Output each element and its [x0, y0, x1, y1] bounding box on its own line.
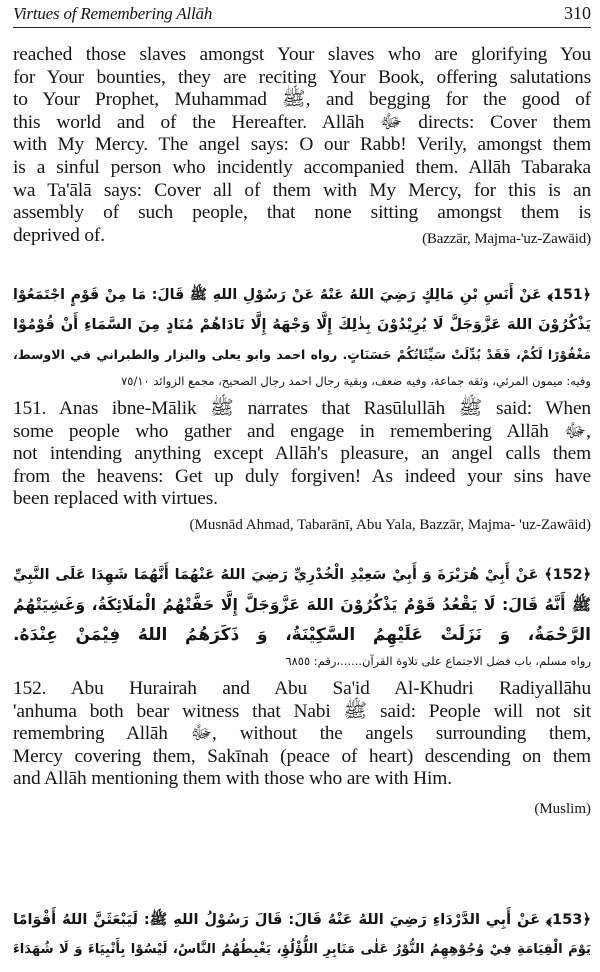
- text-line: remembring Allāh ﷻ, without the angels surrounding them,: [13, 723, 591, 745]
- hadith-151-arabic: [13, 280, 591, 370]
- text-line: some people who gather and engage in remembering Allāh ﷻ,: [13, 420, 591, 442]
- hadith-152-reference: (Muslim): [534, 801, 591, 817]
- text-line: with My Mercy. The angel says: O our Rabb! Verily, amongst them: [13, 134, 591, 156]
- arabic-line: يَوْمَ الْقِيَامَةِ فِيْ وُجُوْهِهِمُ النُّوْرُ عَلٰى مَنَابِرِ اللُّؤْلُؤِ، يَغْبِطُهُمُ النَّاسُ، لَيْسُوْا بِأَنْبِيَاءَ وَ لَا شُهَدَاءَ: [13, 942, 591, 957]
- text-line: from the heavens: Get up duly forgiven! As indeed your sins have: [13, 465, 591, 487]
- hadith-152-translation: [13, 678, 591, 791]
- arabic-line: ﴿152﴾ عَنْ أَبِيْ هُرَيْرَةَ وَ أَبِيْ سَعِيْدِ الْخُدْرِيِّ رَضِيَ اللهُ عَنْهُمَا أَنَّهُمَا شَهِدَا عَلَى النَّبِيِّ: [13, 567, 591, 583]
- text-line: 'anhuma both bear witness that Nabi ﷺ said: People will not sit: [13, 700, 591, 722]
- text-line: not intending anything except Allāh's pleasure, an angel calls them: [13, 443, 591, 465]
- reference: (Bazzār, Majma-'uz-Zawāid): [422, 230, 591, 247]
- running-title: Virtues of Remembering Allāh: [13, 4, 213, 23]
- text-line: wa Ta'ālā says: Cover all of them with My Mercy, for this is an: [13, 179, 591, 201]
- text-line: reached those slaves amongst Your slaves who are glorifying You: [13, 44, 591, 65]
- text-line: assembly of such people, that none sitting amongst them is: [13, 202, 591, 224]
- arabic-line: الرَّحْمَةُ، وَ نَزَلَتْ عَلَيْهِمُ السَّكِيْنَةُ، وَ ذَكَرَهُمُ اللهُ فِيْمَنْ عِنْدَهُ.: [13, 625, 591, 645]
- text-line: deprived of.: [13, 224, 105, 246]
- page-number: 310: [564, 3, 591, 23]
- text-line: is a sinful person who incidently accompanied them. Allāh Tabaraka: [13, 156, 591, 178]
- text-line: Mercy covering them, Sakīnah (peace of heart) descending on them: [13, 745, 591, 767]
- arabic-line: ﴿151﴾ عَنْ أَنَسِ بْنِ مَالِكٍ رَضِيَ اللهُ عَنْهُ عَنْ رَسُوْلِ اللهِ ﷺ قَالَ: مَا مِنْ قَوْمٍ اجْتَمَعُوْا: [13, 287, 591, 303]
- arabic-line: يَذْكُرُوْنَ اللهَ عَزَّوَجَلَّ لَا يُرِيْدُوْنَ بِذٰلِكَ إِلَّا وَجْهَهُ إِلَّا نَادَاهُمْ مُنَادٍ مِنَ السَّمَاءِ أَنْ قُوْمُوْا: [13, 316, 591, 333]
- arabic-line: ﷺ أَنَّهُ قَالَ: لَا يَقْعُدُ قَوْمٌ يَذْكُرُوْنَ اللهَ عَزَّوَجَلَّ إِلَّا حَفَّتْهُمُ الْمَلَائِكَةُ، وَغَشِيَتْهُمُ: [13, 595, 591, 614]
- text-line: 152. Abu Hurairah and Abu Sa'id Al-Khudri Radiyallāhu: [13, 678, 591, 699]
- text-line: to Your Prophet, Muhammad ﷺ, and begging for the good of: [13, 89, 591, 111]
- text-line: this world and of the Hereafter. Allāh ﷻ directs: Cover them: [13, 111, 591, 133]
- hadith-151-arabic-note: وفيه: ميمون المرئي، وثقه جماعة، وفيه ضعف، وبقية رجال احمد رجال الصحيح، مجمع الزوائد ٧٥/١٠: [121, 374, 591, 388]
- text-line: been replaced with virtues.: [13, 488, 218, 510]
- text-line: and Allāh mentioning them with those who are with Him.: [13, 768, 452, 790]
- text-line: 151. Anas ibne-Mālik ﷺ narrates that Rasūlullāh ﷺ said: When: [13, 398, 591, 419]
- arabic-line: مَغْفُوْرًا لَكُمْ، فَقَدْ بُدِّلَتْ سَيِّئَاتُكُمْ حَسَنَاتٍ. رواه احمد وابو يعلى والبزار والطبراني في الاوسط،: [13, 347, 591, 362]
- text-line: for Your bounties, they are reciting Your Book, offering salutations: [13, 66, 591, 88]
- hadith-151-translation: [13, 398, 591, 511]
- hadith-152-arabic-note: رواه مسلم، باب فضل الاجتماع على تلاوة القرآن......،رقم: ٦٨٥٥: [285, 654, 591, 668]
- arabic-line: ﴿153﴾ عَنْ أَبِي الدَّرْدَاءِ رَضِيَ اللهُ عَنْهُ قَالَ: قَالَ رَسُوْلُ اللهِ ﷺ: لَيَبْعَثَنَّ اللهُ أَقْوَامًا: [13, 911, 591, 928]
- hadith-151-reference: (Musnād Ahmad, Tabarānī, Abu Yala, Bazzār, Majma- 'uz-Zawāid): [189, 517, 591, 533]
- hadith-152-arabic: [13, 560, 591, 650]
- page-header: [13, 0, 591, 28]
- hadith-153-arabic: [13, 905, 591, 965]
- intro-paragraph: [13, 44, 591, 247]
